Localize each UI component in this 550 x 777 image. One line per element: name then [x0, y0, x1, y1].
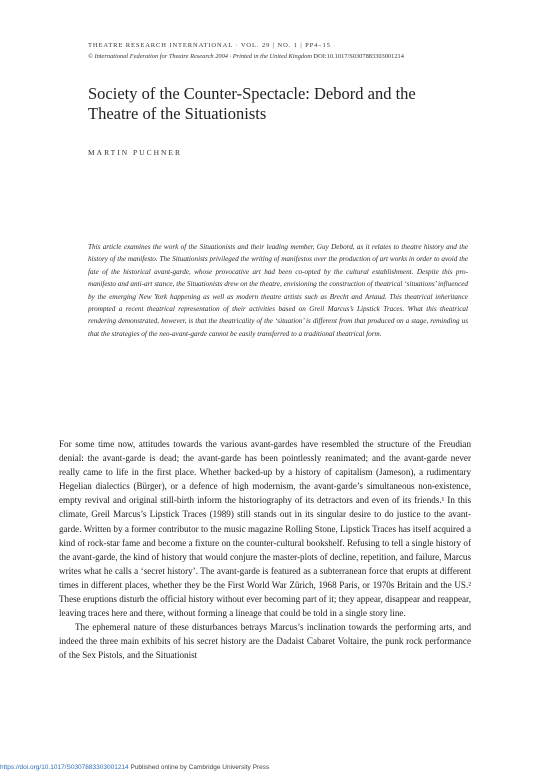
body-paragraph-1: For some time now, attitudes towards the various avant-gardes have resembled the structure of the Freudian denial: the avant-garde is dead; the avant-garde has been pointlessly reanimated; and the avant-garde never really came to life in the first place. Whether backed-up by a history of capitalism (Jameson), a rudimentary Hegelian dialectics (Bürger), or a defence of high modernism, the avant-garde’s simultaneous non-existence, empty revival and original still-birth inform the historiography of its detractors and even of its friends.¹ In this climate, Greil Marcus’s Lipstick Traces (1989) still stands out in its singular desire to do justice to the avant-garde. Written by a former contributor to the music magazine Rolling Stone, Lipstick Traces has itself acquired a kind of rock-star fame and become a fixture on the counter-cultural bookshelf. Refusing to tell a single history of the avant-garde, the kind of history that would conjure the master-plots of decline, repetition, and failure, Marcus writes what he calls a ‘secret history’. The avant-garde is featured as a subterranean force that erupts at different times in different places, whether they be the First World War Zürich, 1968 Paris, or 1970s Britain and the US.² These eruptions disturb the official history without ever becoming part of it; they appear, disappear and reappear, leaving traces here and there, without forming a lineage that could be told in a single story line.	[59, 439, 471, 619]
copyright-text: © International Federation for Theatre Research 2004 · Printed in the United Kingdom	[88, 53, 312, 60]
article-body	[59, 437, 471, 663]
article-abstract: This article examines the work of the Situationists and their leading member, Guy Debord, as it relates to theatre history and the history of the manifesto. The Situationists privileged the writing of manifestos over the production of art works in order to avoid the fate of the historical avant-garde, whose provocative art had been co-opted by the cultural establishment. Despite this pro-manifesto and anti-art stance, the Situationists drew on the theatre, envisioning the construction of theatrical ‘situations’ influenced by the emerging New York happening as well as modern theatre artists such as Brecht and Artaud. This theatrical inheritance prompted a recent theatrical representation of their activities based on Greil Marcus’s Lipstick Traces. What this theatrical rendering demonstrated, however, is that the theatricality of the ‘situation’ is different from that produced on a stage, reminding us that the strategies of the neo-avant-garde cannot be easily transferred to a traditional theatrical form.	[88, 243, 468, 338]
header-doi: DOI:10.1017/S0307883303001214	[311, 53, 404, 60]
article-author: MARTIN PUCHNER	[88, 148, 183, 157]
article-title: Society of the Counter-Spectacle: Debord and the Theatre of the Situationists	[88, 84, 416, 123]
journal-running-head: THEATRE RESEARCH INTERNATIONAL · VOL. 29 | NO. 1 | PP4–15	[88, 42, 331, 49]
footer-doi-link[interactable]: https://doi.org/10.1017/S0307883303001214	[0, 764, 129, 771]
footer-published-text: Published online by Cambridge University Press	[128, 764, 270, 771]
footer-doi-line	[0, 764, 269, 771]
body-paragraph-2: The ephemeral nature of these disturbances betrays Marcus’s inclination towards the performing arts, and indeed the three main exhibits of his secret history are the Dadaist Cabaret Voltaire, the punk rock performance of the Sex Pistols, and the Situationist	[59, 622, 471, 661]
copyright-line	[88, 53, 508, 60]
